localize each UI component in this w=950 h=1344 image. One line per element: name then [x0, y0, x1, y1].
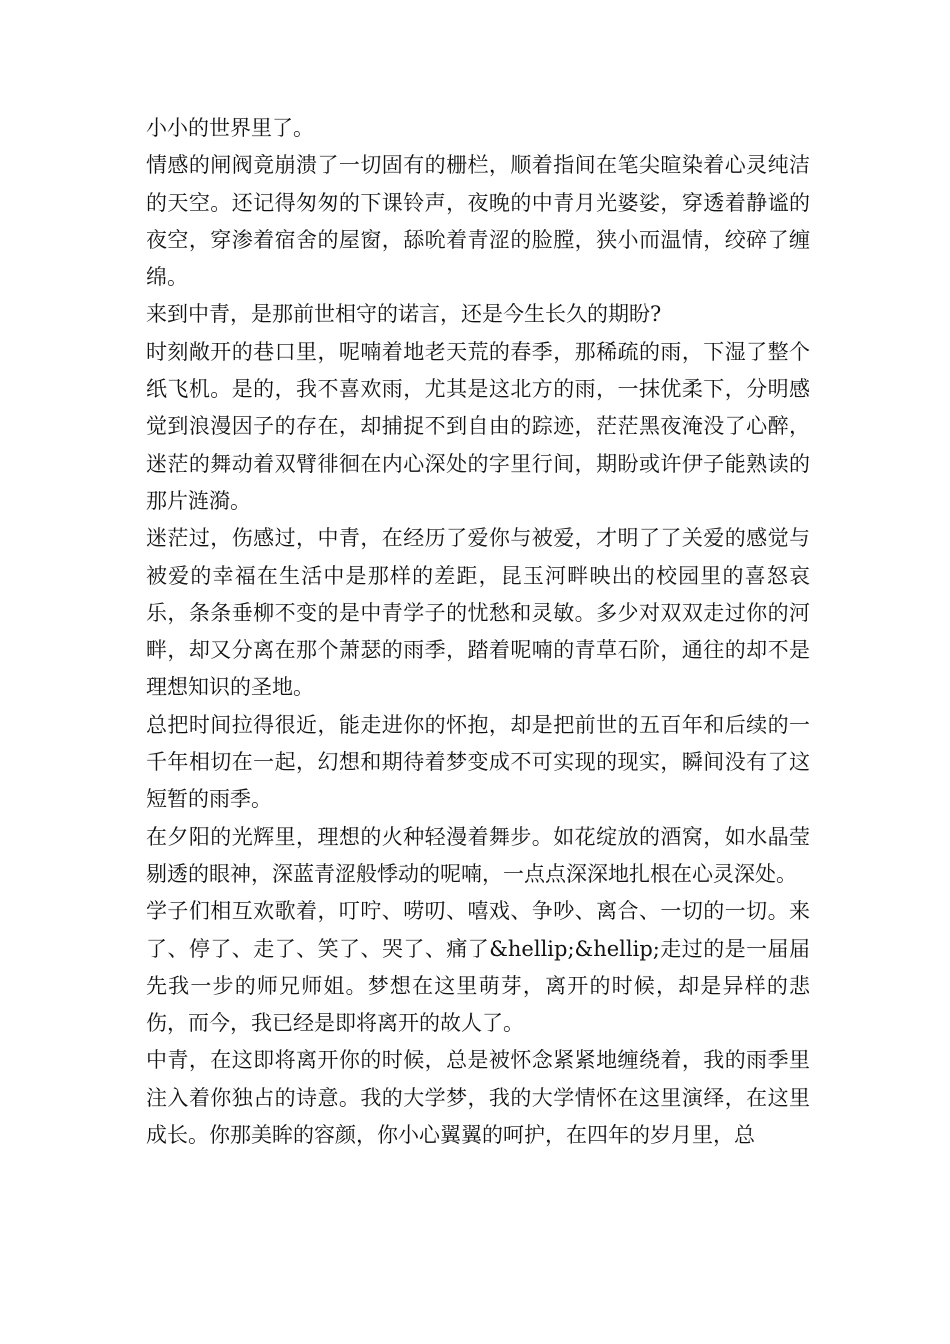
paragraph: 情感的闸阀竟崩溃了一切固有的栅栏，顺着指间在笔尖暄染着心灵纯洁的天空。还记得匆匆的下课铃声，夜晚的中青月光婆娑，穿透着静谧的夜空，穿渗着宿舍的屋窗，舔吮着青涩的脸膛，狭小而温情，绞碎了缠绵。: [146, 153, 810, 290]
document-body: [146, 110, 810, 1154]
paragraph: 中青，在这即将离开你的时候，总是被怀念紧紧地缠绕着，我的雨季里注入着你独占的诗意。我的大学梦，我的大学情怀在这里演绎，在这里成长。你那美眸的容颜，你小心翼翼的呵护，在四年的岁月里，总: [146, 1048, 810, 1148]
paragraph: 来到中青，是那前世相守的诺言，还是今生长久的期盼?: [146, 302, 662, 327]
paragraph: 学子们相互欢歌着，叮咛、唠叨、嘻戏、争吵、离合、一切的一切。来了、停了、走了、笑了、哭了、痛了&hellip;&hellip;走过的是一届届先我一步的师兄师姐。梦想在这里萌芽，离开的时候，却是异样的悲伤，而今，我已经是即将离开的故人了。: [146, 899, 810, 1036]
paragraph: 时刻敞开的巷口里，呢喃着地老天荒的春季，那稀疏的雨，下湿了整个纸飞机。是的，我不喜欢雨，尤其是这北方的雨，一抹优柔下，分明感觉到浪漫因子的存在，却捕捉不到自由的踪迹，茫茫黑夜淹没了心醉，迷茫的舞动着双臂徘徊在内心深处的字里行间，期盼或许伊子能熟读的那片涟漪。: [146, 339, 810, 513]
paragraph: 小小的世界里了。: [146, 116, 314, 140]
paragraph: 迷茫过，伤感过，中青，在经历了爱你与被爱，才明了了关爱的感觉与被爱的幸福在生活中是那样的差距，昆玉河畔映出的校园里的喜怒哀乐，条条垂柳不变的是中青学子的忧愁和灵敏。多少对双双走过你的河畔，却又分离在那个萧瑟的雨季，踏着呢喃的青草石阶，通往的却不是理想知识的圣地。: [146, 526, 810, 700]
paragraph: 在夕阳的光辉里，理想的火种轻漫着舞步。如花绽放的酒窝，如水晶莹剔透的眼神，深蓝青涩般悸动的呢喃，一点点深深地扎根在心灵深处。: [146, 824, 810, 886]
paragraph: 总把时间拉得很近，能走进你的怀抱，却是把前世的五百年和后续的一千年相切在一起，幻想和期待着梦变成不可实现的现实，瞬间没有了这短暂的雨季。: [146, 712, 810, 812]
